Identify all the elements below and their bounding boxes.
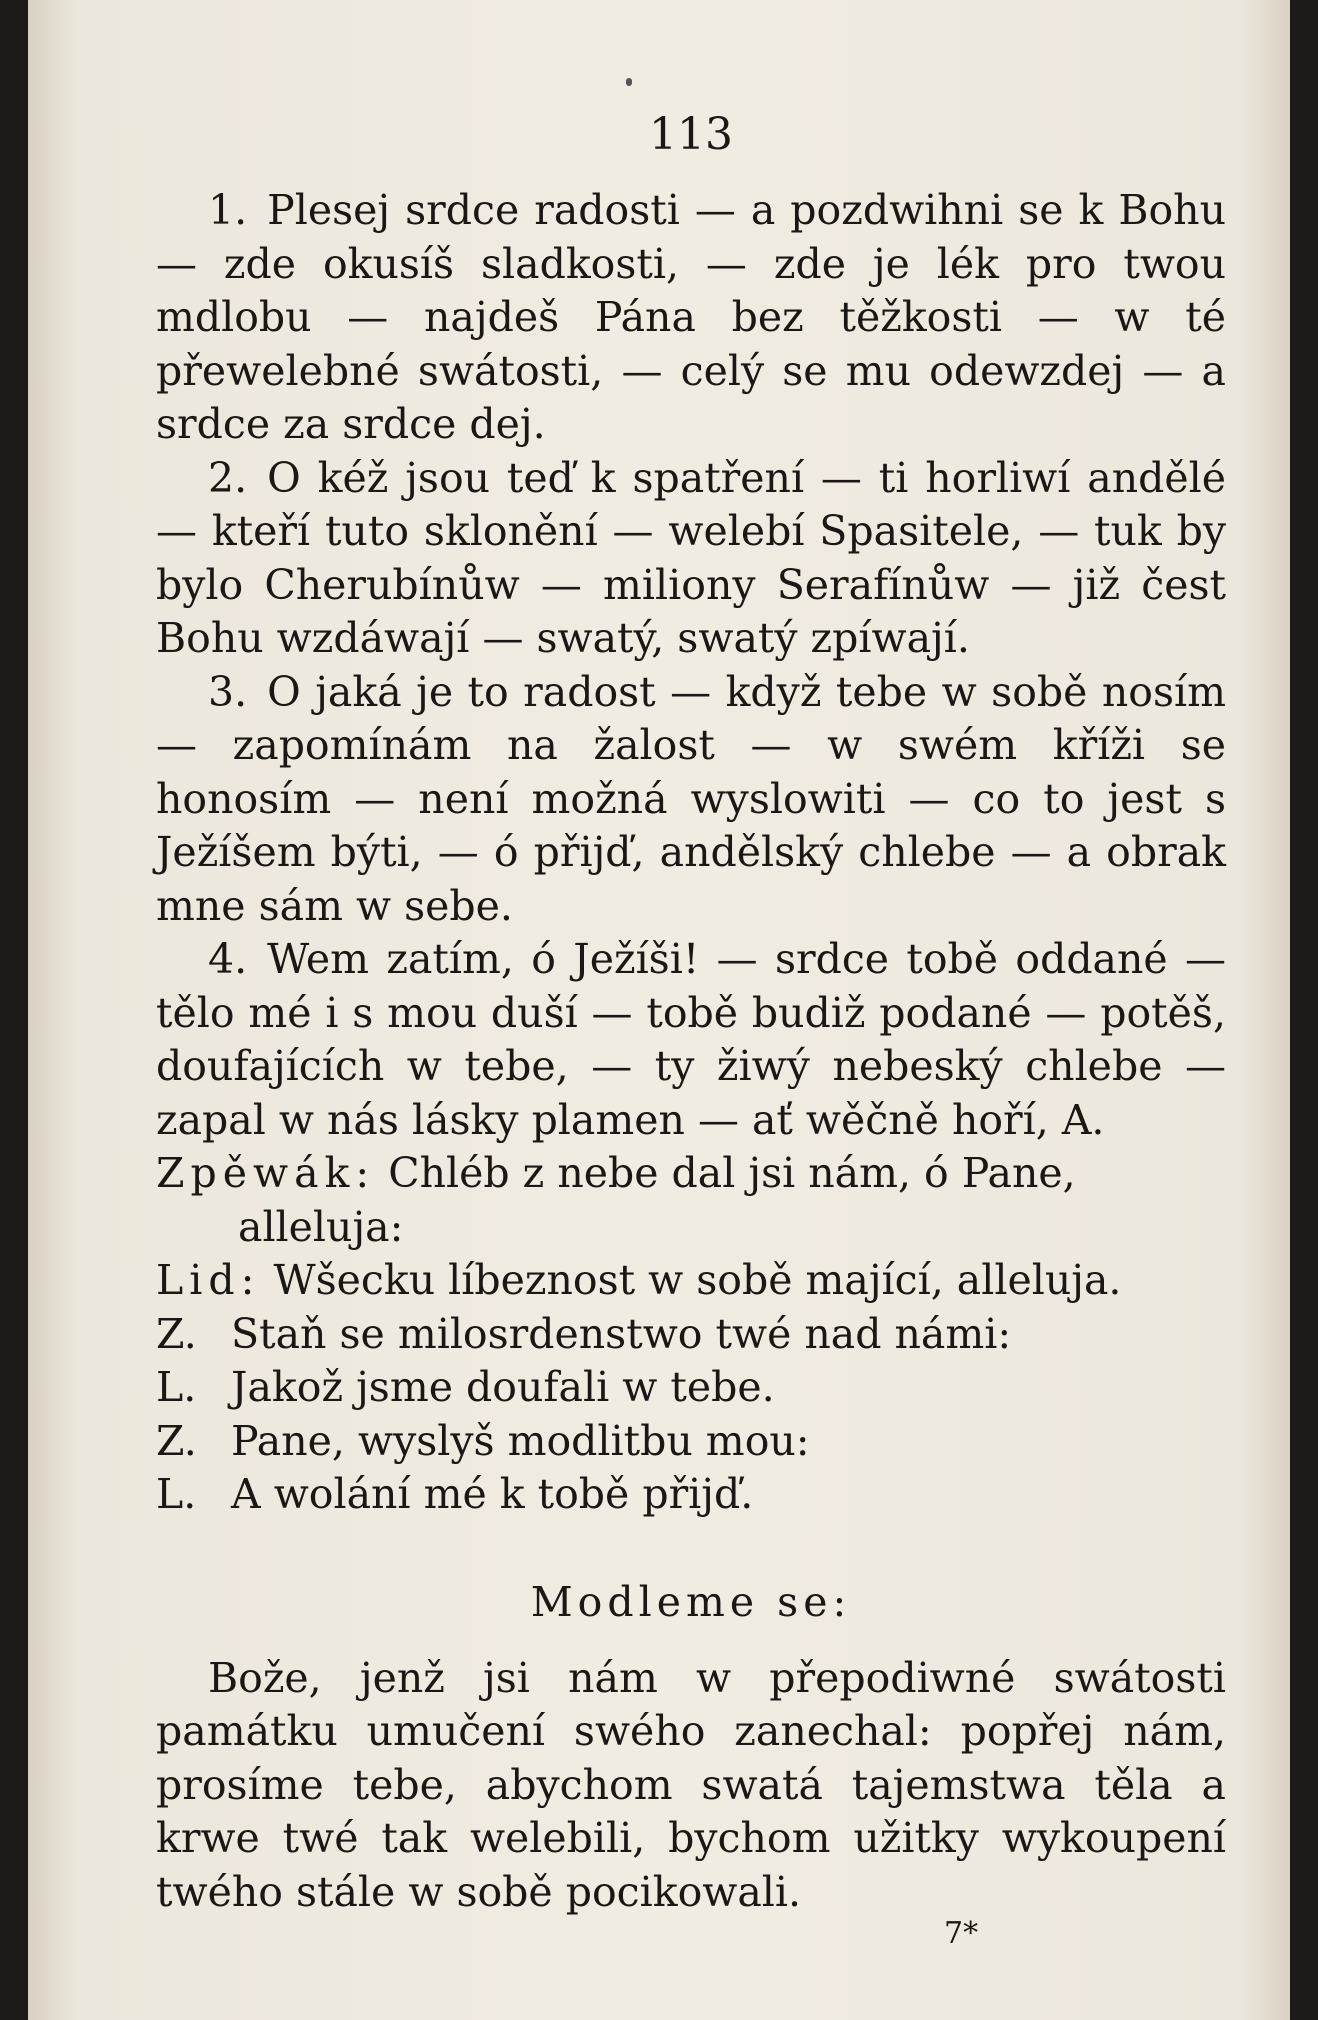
stanza-1 [156, 184, 1226, 452]
page-number: 113 [649, 109, 733, 160]
speaker-tag: L. [156, 1363, 197, 1411]
versicle-text: Pane, wyslyš modlitbu mou: [231, 1416, 810, 1465]
stanza-3 [156, 666, 1226, 934]
stanza-2 [156, 452, 1226, 666]
book-page [28, 0, 1290, 2020]
speaker-tag: Zpěwák: [156, 1149, 376, 1197]
stanza-number: 1. [208, 186, 248, 234]
signature-mark: 7* [944, 1916, 979, 1951]
stanza-number: 3. [208, 667, 248, 716]
versicles [156, 1147, 1226, 1522]
versicle-text: A wolání mé k tobě přijď. [231, 1470, 754, 1518]
ink-speck [626, 78, 632, 86]
versicle-people [156, 1254, 1226, 1308]
hymn-stanzas [156, 184, 1226, 1147]
versicle-text: Staň se milosrdenstwo twé nad námi: [231, 1309, 1012, 1358]
versicle-continuation [156, 1201, 1226, 1255]
stanza-number: 4. [208, 935, 248, 983]
speaker-tag: Z. [156, 1309, 197, 1358]
stanza-4 [156, 933, 1226, 1147]
prayer-heading: Modleme se: [530, 1577, 852, 1626]
versicle-l1 [156, 1361, 1226, 1415]
speaker-tag: Z. [156, 1416, 197, 1465]
speaker-tag: Lid: [156, 1256, 261, 1304]
versicle-text: alleluja: [238, 1202, 404, 1251]
prayer-text: Bože, jenž jsi nám w přepodiwné swátosti památku umučení swého zanechal: popřej nám, prosíme tebe, abychom swatá tajemstwa těla a krwe twé tak welebili, bychom užitky wykoupení twého stále w sobě pocikowali. [156, 1653, 1226, 1916]
versicle-text: Chléb z nebe dal jsi nám, ó Pane, [388, 1149, 1076, 1197]
stanza-text: Wem zatím, ó Ježíši! — srdce tobě oddané — tělo mé i s mou duší — tobě budiž podané — potěš, doufajících w tebe, — ty žiwý nebeský chlebe — zapal w nás lásky plamen — ať wěčně hoří, A. [156, 935, 1226, 1144]
stanza-number: 2. [208, 453, 248, 502]
stanza-text: O kéž jsou teď k spatření — ti horliwí andělé — kteří tuto sklonění — welebí Spasitele, — tuk by bylo Cherubínůw — miliony Serafínůw — již čest Bohu wzdáwají — swatý, swatý zpíwají. [156, 453, 1226, 662]
versicle-text: Wšecku líbeznost w sobě mající, alleluja. [273, 1256, 1122, 1304]
versicle-z2 [156, 1415, 1226, 1469]
stanza-text: Plesej srdce radosti — a pozdwihni se k Bohu — zde okusíš sladkosti, — zde je lék pro twou mdlobu — najdeš Pána bez těžkosti — w té přewelebné swátosti, — celý se mu odewzdej — a srdce za srdce dej. [156, 186, 1226, 448]
stanza-text: O jaká je to radost — když tebe w sobě nosím — zapomínám na žalost — w swém kříži se honosím — není možná wyslowiti — co to jest s Ježíšem býti, — ó přijď, andělský chlebe — a obrak mne sám w sebe. [156, 667, 1226, 930]
versicle-l2 [156, 1468, 1226, 1522]
versicle-z1 [156, 1308, 1226, 1362]
versicle-cantor [156, 1147, 1226, 1201]
speaker-tag: L. [156, 1470, 197, 1518]
versicle-text: Jakož jsme doufali w tebe. [231, 1363, 775, 1411]
